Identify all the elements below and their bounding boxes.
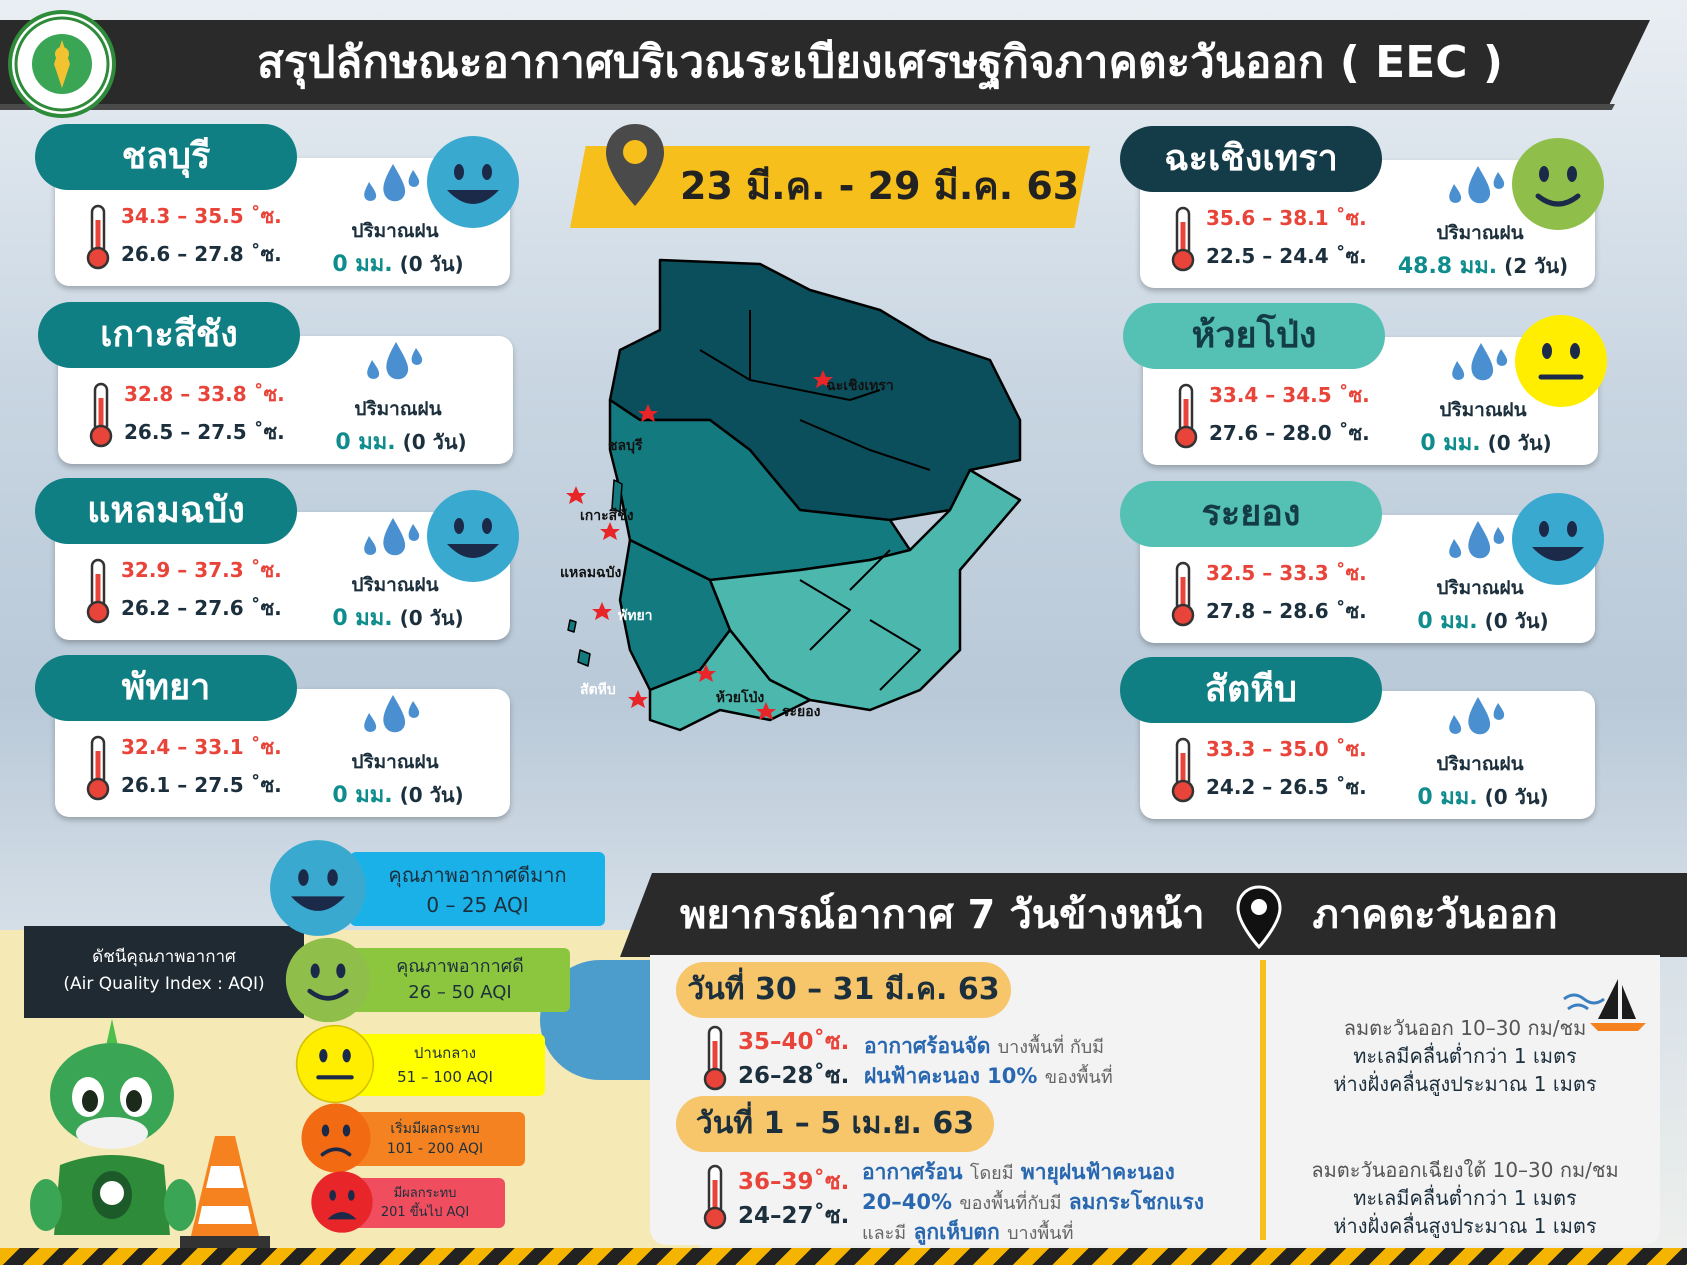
- temp-min: 26.5 – 27.5 ˚ซ.: [124, 420, 285, 444]
- forecast-desc-line: [862, 1156, 1175, 1189]
- forecast-temp-low: 26–28˚ซ.: [738, 1063, 850, 1089]
- rain-amount: 0 มม.: [1417, 785, 1478, 810]
- station-name: สัตหีบ: [1120, 657, 1382, 723]
- sea-wind: ลมตะวันออก 10–30 กม/ชม: [1343, 1016, 1587, 1040]
- forecast-desc-highlight: 20–40%: [862, 1190, 952, 1214]
- forecast-divider: [1260, 960, 1266, 1240]
- forecast-desc-line: [862, 1186, 1204, 1219]
- station-name: แหลมฉบัง: [35, 478, 297, 544]
- temp-max: 35.6 – 38.1 ˚ซ.: [1206, 206, 1367, 230]
- rain-value: [303, 600, 493, 635]
- rain-amount: 0 มม.: [335, 430, 396, 455]
- rain-label: ปริมาณฝน: [351, 751, 439, 773]
- forecast-desc-text: ของพื้นที่: [1044, 1067, 1113, 1088]
- aqi-title-th: ดัชนีคุณภาพอากาศ: [92, 947, 236, 967]
- station-marker: [592, 602, 612, 620]
- rain-label: ปริมาณฝน: [351, 574, 439, 596]
- station-card-chachoengsao: [1120, 126, 1575, 291]
- temp-max: 32.5 – 33.3 ˚ซ.: [1206, 561, 1367, 585]
- rain-amount: 0 มม.: [332, 783, 393, 808]
- moderate-face-icon: [295, 1024, 375, 1104]
- aqi-level-good: [350, 948, 570, 1012]
- forecast-desc-highlight: อากาศร้อนจัด: [864, 1034, 991, 1058]
- aqi-level-range: 101 - 200 AQI: [386, 1141, 484, 1157]
- rain-amount: 0 มม.: [1417, 609, 1478, 634]
- station-card-chonburi: [35, 124, 490, 289]
- good-face-icon: [284, 936, 372, 1024]
- aqi-level-very-good: [350, 852, 605, 926]
- forecast-desc-highlight: ลูกเห็บตก: [913, 1220, 1000, 1244]
- rain-value: [1388, 603, 1578, 638]
- map-label-chonburi: ชลบุรี: [608, 438, 643, 454]
- rain-amount: 0 มม.: [332, 606, 393, 631]
- temp-min: 26.1 – 27.5 ˚ซ.: [121, 773, 282, 797]
- aqi-level-moderate: [345, 1034, 545, 1096]
- forecast-desc-text: บางพื้นที่: [1007, 1223, 1074, 1244]
- temp-min: 27.6 – 28.0 ˚ซ.: [1209, 421, 1370, 445]
- map-label-rayong: ระยอง: [782, 704, 821, 720]
- forecast-title: [680, 873, 1680, 957]
- map-label-sichang: เกาะสีชัง: [580, 508, 634, 524]
- station-card-pattaya: [35, 655, 490, 820]
- rain-value: [1388, 779, 1578, 814]
- rain-amount: 48.8 มม.: [1397, 254, 1498, 279]
- thermometer-icon: [83, 558, 113, 624]
- station-marker: [600, 522, 620, 540]
- tmd-logo: [8, 10, 116, 118]
- rain-value: [303, 777, 493, 812]
- aqi-level-label: คุณภาพอากาศดีมาก: [388, 863, 567, 887]
- forecast-temp-low: 24–27˚ซ.: [738, 1203, 850, 1229]
- aqi-level-label: ปานกลาง: [413, 1044, 477, 1062]
- aqi-level-unhealthy-sensitive: [345, 1112, 525, 1166]
- rain-days: (0 วัน): [399, 783, 464, 807]
- station-card-sattahip: [1120, 657, 1575, 822]
- station-name: พัทยา: [35, 655, 297, 721]
- aqi-title-box: [24, 926, 304, 1018]
- rain-value: [1391, 425, 1581, 460]
- sea-wave-near: ทะเลมีคลื่นต่ำกว่า 1 เมตร: [1353, 1044, 1577, 1068]
- map-label-huaypong: ห้วยโป่ง: [715, 690, 765, 706]
- station-name: ชลบุรี: [35, 124, 297, 190]
- temp-max: 34.3 – 35.5 ˚ซ.: [121, 204, 282, 228]
- temp-min: 22.5 – 24.4 ˚ซ.: [1206, 244, 1367, 268]
- aqi-level-range: 201 ขึ้นไป AQI: [380, 1205, 470, 1220]
- rain-value: [303, 246, 493, 281]
- thermometer-icon: [1168, 206, 1198, 272]
- rain-drops-icon: [1443, 339, 1513, 389]
- thermometer-icon: [86, 382, 116, 448]
- map-label-chachoengsao: ฉะเชิงเทรา: [826, 378, 894, 394]
- rain-amount: 0 มม.: [1420, 431, 1481, 456]
- unhealthy-sensitive-face-icon: [300, 1102, 372, 1174]
- rain-drops-icon: [1440, 693, 1510, 743]
- map-label-pattaya: พัทยา: [618, 608, 653, 624]
- station-name: ระยอง: [1120, 481, 1382, 547]
- forecast-temp-high: 35–40˚ซ.: [738, 1029, 850, 1055]
- rain-drops-icon: [355, 160, 425, 210]
- rain-label: ปริมาณฝน: [351, 220, 439, 242]
- temp-max: 32.9 – 37.3 ˚ซ.: [121, 558, 282, 582]
- forecast-period-date: วันที่ 30 – 31 มี.ค. 63: [676, 962, 1011, 1018]
- map-label-sattahip: สัตหีบ: [580, 682, 616, 698]
- station-card-huaypong: [1123, 303, 1578, 468]
- aqi-level-range: 51 – 100 AQI: [397, 1068, 493, 1086]
- aqi-level-label: มีผลกระทบ: [393, 1186, 457, 1201]
- rain-drops-icon: [355, 514, 425, 564]
- location-pin-icon: [602, 122, 668, 208]
- rain-days: (0 วัน): [399, 252, 464, 276]
- station-marker: [566, 486, 586, 504]
- rain-days: (0 วัน): [1484, 785, 1549, 809]
- forecast-desc-highlight: พายุฝนฟ้าคะนอง: [1020, 1160, 1175, 1184]
- page-title: สรุปลักษณะอากาศบริเวณระเบียงเศรษฐกิจภาคตะวันออก ( EEC ): [256, 37, 1504, 88]
- very-good-face-icon: [1510, 491, 1606, 587]
- temp-max: 32.4 – 33.1 ˚ซ.: [121, 735, 282, 759]
- station-name: ฉะเชิงเทรา: [1120, 126, 1382, 192]
- unhealthy-face-icon: [310, 1170, 374, 1234]
- sea-wave-offshore: ห่างฝั่งคลื่นสูงประมาณ 1 เมตร: [1333, 1214, 1597, 1238]
- rain-drops-icon: [355, 691, 425, 741]
- temp-max: 33.4 – 34.5 ˚ซ.: [1209, 383, 1370, 407]
- sea-wind: ลมตะวันออกเฉียงใต้ 10–30 กม/ชม: [1311, 1158, 1619, 1182]
- sea-wave-offshore: ห่างฝั่งคลื่นสูงประมาณ 1 เมตร: [1333, 1072, 1597, 1096]
- station-card-rayong: [1120, 481, 1575, 646]
- location-pin-icon: [1235, 885, 1283, 949]
- rain-days: (0 วัน): [1487, 431, 1552, 455]
- thermometer-icon: [1168, 561, 1198, 627]
- temp-min: 24.2 – 26.5 ˚ซ.: [1206, 775, 1367, 799]
- rain-days: (0 วัน): [402, 430, 467, 454]
- thermometer-icon: [700, 1164, 730, 1230]
- forecast-desc-highlight: ฝนฟ้าคะนอง 10%: [864, 1064, 1038, 1088]
- station-marker: [628, 690, 648, 708]
- rain-days: (0 วัน): [399, 606, 464, 630]
- hazard-stripe-border: [0, 1248, 1687, 1265]
- forecast-desc-text: บางพื้นที่ กับมี: [997, 1037, 1105, 1058]
- rain-label: ปริมาณฝน: [1436, 222, 1524, 244]
- thermometer-icon: [83, 204, 113, 270]
- aqi-level-range: 26 – 50 AQI: [408, 982, 512, 1003]
- forecast-desc-text: โดยมี: [969, 1163, 1014, 1184]
- forecast-desc-text: ของพื้นที่กับมี: [959, 1193, 1062, 1214]
- thermometer-icon: [700, 1025, 730, 1091]
- moderate-face-icon: [1513, 313, 1609, 409]
- station-name: ห้วยโป่ง: [1123, 303, 1385, 369]
- rain-drops-icon: [358, 338, 428, 388]
- temp-max: 32.8 – 33.8 ˚ซ.: [124, 382, 285, 406]
- forecast-desc-highlight: อากาศร้อน: [862, 1160, 963, 1184]
- rain-label: ปริมาณฝน: [354, 398, 442, 420]
- aqi-title-en: (Air Quality Index : AQI): [63, 974, 265, 994]
- rain-drops-icon: [1440, 162, 1510, 212]
- thermometer-icon: [1168, 737, 1198, 803]
- station-name: เกาะสีชัง: [38, 302, 300, 368]
- very-good-face-icon: [425, 488, 521, 584]
- rain-label: ปริมาณฝน: [1439, 399, 1527, 421]
- map-label-laemchabang: แหลมฉบัง: [560, 565, 622, 581]
- thermometer-icon: [1171, 383, 1201, 449]
- sea-wave-near: ทะเลมีคลื่นต่ำกว่า 1 เมตร: [1353, 1186, 1577, 1210]
- rain-value: [1388, 248, 1578, 283]
- sailboat-icon: [1560, 975, 1650, 1037]
- very-good-face-icon: [268, 838, 368, 938]
- date-range: 23 มี.ค. - 29 มี.ค. 63: [680, 164, 1080, 208]
- station-card-laemchabang: [35, 478, 490, 643]
- rain-days: (2 วัน): [1504, 254, 1569, 278]
- very-good-face-icon: [425, 134, 521, 230]
- forecast-desc-line: [864, 1030, 1104, 1063]
- rain-drops-icon: [1440, 517, 1510, 567]
- forecast-desc-line: [864, 1060, 1113, 1093]
- good-face-icon: [1510, 136, 1606, 232]
- forecast-desc-line: [862, 1216, 1073, 1249]
- forecast-period-date: วันที่ 1 – 5 เม.ย. 63: [676, 1096, 994, 1152]
- aqi-level-label: คุณภาพอากาศดี: [396, 956, 524, 977]
- temp-min: 26.6 – 27.8 ˚ซ.: [121, 242, 282, 266]
- traffic-cone-icon: [180, 1130, 270, 1250]
- temp-min: 26.2 – 27.6 ˚ซ.: [121, 596, 282, 620]
- aqi-level-label: เริ่มมีผลกระทบ: [390, 1121, 480, 1137]
- rain-value: [306, 424, 496, 459]
- rain-label: ปริมาณฝน: [1436, 753, 1524, 775]
- forecast-desc-text: และมี: [862, 1223, 907, 1244]
- thermometer-icon: [83, 735, 113, 801]
- station-card-sichang: [38, 302, 493, 467]
- rain-days: (0 วัน): [1484, 609, 1549, 633]
- forecast-title-right: ภาคตะวันออก: [1312, 892, 1558, 938]
- temp-max: 33.3 – 35.0 ˚ซ.: [1206, 737, 1367, 761]
- forecast-desc-highlight: ลมกระโชกแรง: [1068, 1190, 1205, 1214]
- forecast-temp-high: 36–39˚ซ.: [738, 1169, 850, 1195]
- rain-label: ปริมาณฝน: [1436, 577, 1524, 599]
- temp-min: 27.8 – 28.6 ˚ซ.: [1206, 599, 1367, 623]
- aqi-level-range: 0 – 25 AQI: [426, 893, 529, 917]
- eec-region-map: [550, 250, 1110, 780]
- rain-amount: 0 มม.: [332, 252, 393, 277]
- forecast-title-left: พยากรณ์อากาศ 7 วันข้างหน้า: [680, 892, 1205, 938]
- sea-forecast-2: [1285, 1156, 1645, 1240]
